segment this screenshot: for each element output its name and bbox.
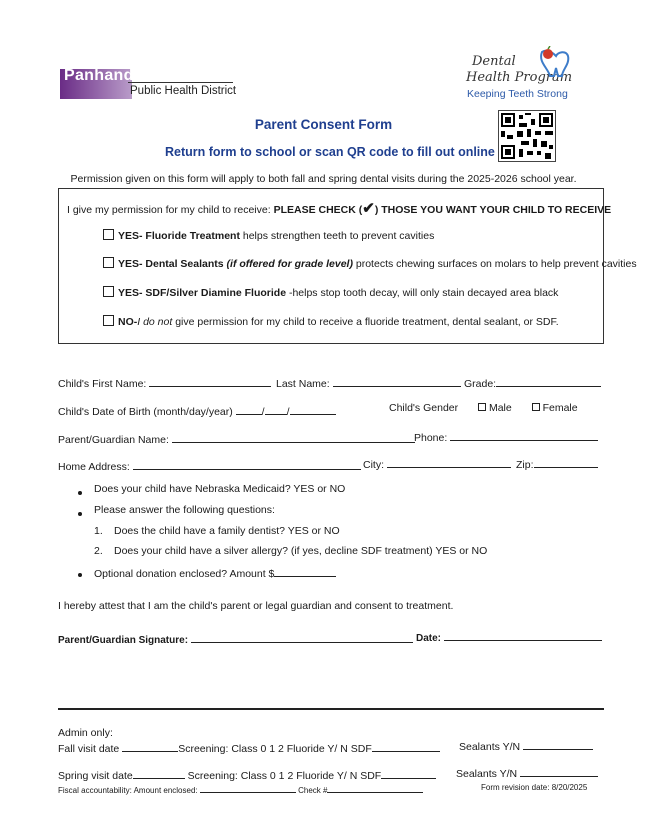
donation-line[interactable] [274,566,336,577]
city-line[interactable] [387,457,511,468]
bullet [78,491,82,495]
zip-field[interactable] [516,457,598,471]
fiscal-label: Fiscal accountability: Amount enclosed: [58,786,198,795]
spring-sealants-label: Sealants Y/N [456,768,518,780]
male-checkbox[interactable] [478,403,486,411]
spring-sealants-line[interactable] [520,766,598,777]
silver-allergy-question: Does your child have a silver allergy? (if yes, decline SDF treatment) YES or NO [114,545,488,557]
city-label: City: [363,459,384,471]
first-name-label: Child's First Name: [58,378,147,390]
spring-visit-row [58,768,436,782]
consent-instruction: PLEASE CHECK ( [273,204,363,216]
option-text: protects chewing surfaces on molars to help prevent cavities [352,258,637,270]
option-text: helps strengthen teeth to prevent cavities [239,230,435,242]
signature-field[interactable] [58,632,413,646]
no-checkbox[interactable] [103,315,114,326]
option-italic: I do not [137,316,173,328]
first-name-line[interactable] [149,376,271,387]
spring-visit-date-line[interactable] [133,768,185,779]
address-line[interactable] [133,459,361,470]
answer-following-label: Please answer the following questions: [94,504,275,516]
check-mark-icon: ✔ [362,200,375,217]
fluoride-checkbox[interactable] [103,229,114,240]
question-2-number: 2. [94,545,103,557]
spring-screening: Screening: Class 0 1 2 Fluoride Y/ N SDF [187,770,382,782]
option-italic: (if offered for grade level) [223,258,353,270]
guardian-name-label: Parent/Guardian Name: [58,434,169,446]
program-name-2: Health Program [466,70,573,85]
medicaid-question: Does your child have Nebraska Medicaid? YES or NO [94,483,346,495]
permission-note: Permission given on this form will apply to both fall and spring dental visits during the 2025-2026 school year. [70,173,577,185]
phone-field[interactable] [414,430,598,444]
spring-sdf-line[interactable] [381,768,436,779]
tooth-apple-icon [534,46,574,80]
form-title: Parent Consent Form [254,117,393,132]
dob-field[interactable]: Child's Date of Birth (month/day/year) / / [58,404,336,418]
option-bold: YES- Fluoride Treatment [118,230,240,242]
option-bold: YES- SDF/Silver Diamine Fluoride [118,287,287,299]
grade-line[interactable] [496,376,601,387]
female-checkbox[interactable] [532,403,540,411]
admin-title: Admin only: [58,727,113,739]
program-tagline: Keeping Teeth Strong [467,88,568,100]
last-name-field[interactable] [276,376,461,390]
option-fluoride[interactable] [103,229,434,242]
consent-intro [67,199,611,217]
option-sealants[interactable] [103,257,637,270]
consent-box [58,188,637,344]
attestation-text: I hereby attest that I am the child's parent or legal guardian and consent to treatment. [58,600,454,612]
zip-label: Zip: [516,459,534,471]
fall-sealants-field[interactable] [459,739,593,753]
fall-sdf-line[interactable] [372,741,440,752]
pphd-logo [60,67,235,101]
phone-line[interactable] [450,430,598,441]
dental-program-logo [462,50,592,105]
fall-visit-date-line[interactable] [122,741,178,752]
female-label: Female [542,402,578,414]
fall-visit-label: Fall visit date [58,743,120,755]
first-name-field[interactable] [58,376,271,390]
address-label: Home Address: [58,461,130,473]
program-name-1: Dental [472,54,516,69]
phone-label: Phone: [414,432,448,444]
org-name-2: Public Health District [130,85,237,97]
guardian-name-line[interactable] [172,432,415,443]
zip-line[interactable] [534,457,598,468]
fall-sealants-label: Sealants Y/N [459,741,521,753]
dob-label: Child's Date of Birth (month/day/year) [58,406,233,418]
last-name-line[interactable] [333,376,461,387]
address-field[interactable] [58,459,361,473]
org-name-1: Panhandle [64,67,148,84]
option-no[interactable] [103,315,559,328]
option-bold: NO- [118,316,138,328]
check-label: Check # [298,786,328,795]
gender-label: Child's Gender [389,402,459,414]
signature-date-field[interactable] [416,630,602,644]
bullet [78,573,82,577]
spring-sealants-field[interactable] [456,766,598,780]
fall-screening: Screening: Class 0 1 2 Fluoride Y/ N SDF [178,743,372,755]
question-1-number: 1. [94,525,103,537]
guardian-name-field[interactable] [58,432,415,446]
donation-field[interactable] [94,566,336,580]
check-number-line[interactable] [327,785,423,793]
bullet [78,512,82,516]
signature-date-line[interactable] [444,630,602,641]
dob-year[interactable] [290,404,336,415]
sdf-checkbox[interactable] [103,286,114,297]
option-text: give permission for my child to receive a fluoride treatment, dental sealant, or SDF. [172,316,559,328]
grade-field[interactable] [464,376,601,390]
dob-month[interactable] [236,404,262,415]
option-sdf[interactable] [103,286,558,299]
male-label: Male [488,402,512,414]
donation-label: Optional donation enclosed? Amount $ [94,568,275,580]
consent-intro-text: I give my permission for my child to receive: [67,204,271,216]
option-bold: YES- Dental Sealants [118,258,224,270]
family-dentist-question: Does the child have a family dentist? YES or NO [114,525,340,537]
grade-label: Grade: [464,378,497,390]
option-text: -helps stop tooth decay, will only stain decayed area black [286,287,559,299]
city-field[interactable] [363,457,511,471]
last-name-label: Last Name: [276,378,330,390]
signature-date-label: Date: [416,633,442,644]
dob-day[interactable] [265,404,287,415]
fall-visit-row [58,741,440,755]
revision-date: Form revision date: 8/20/2025 [481,783,588,792]
admin-divider [58,708,604,710]
gender-field [389,402,578,414]
signature-line[interactable] [191,632,413,643]
amount-line[interactable] [200,785,296,793]
sealants-checkbox[interactable] [103,257,114,268]
spring-visit-label: Spring visit date [58,770,133,782]
fall-sealants-line[interactable] [523,739,593,750]
signature-label: Parent/Guardian Signature: [58,635,189,646]
form-subtitle: Return form to school or scan QR code to fill out online [165,145,495,159]
fiscal-row [58,785,423,795]
consent-instruction-end: ) THOSE YOU WANT YOUR CHILD TO RECEIVE [374,204,612,216]
